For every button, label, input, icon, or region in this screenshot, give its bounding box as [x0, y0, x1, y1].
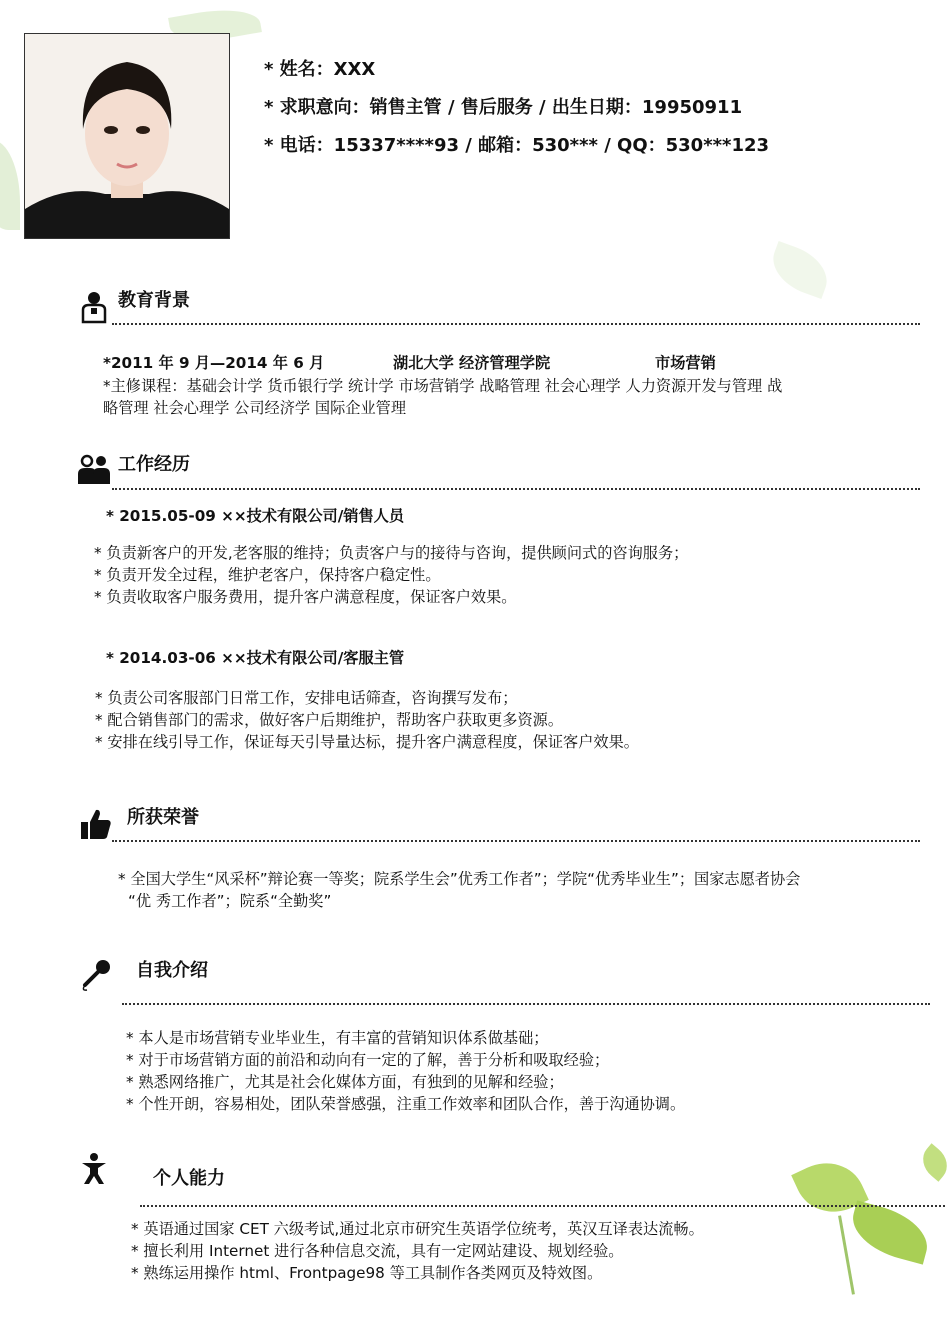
self-intro-item: * 对于市场营销方面的前沿和动向有一定的了解，善于分析和吸取经验； [126, 1051, 610, 1069]
leaf-decoration [0, 140, 20, 230]
education-major: 市场营销 [655, 354, 716, 372]
honors-line: * 全国大学生“风采杯”辩论赛一等奖；院系学生会”优秀工作者”；学院“优秀毕业生”；国家志愿者协会 [118, 870, 801, 888]
leaf-decoration [765, 241, 835, 299]
section-divider [122, 1003, 930, 1005]
job-duty: * 负责新客户的开发,老客服的维持；负责客户与的接待与咨询，提供顾问式的咨询服务； [94, 544, 689, 562]
job-duty: * 负责收取客户服务费用，提升客户满意程度，保证客户效果。 [94, 588, 517, 606]
section-title-abilities: 个人能力 [153, 1168, 225, 1189]
education-school: 湖北大学 经济管理学院 [393, 354, 551, 372]
section-divider [112, 840, 920, 842]
job-header: * 2015.05-09 ××技术有限公司/销售人员 [106, 507, 405, 525]
microphone-icon [79, 958, 113, 992]
section-title-education: 教育背景 [118, 290, 190, 311]
self-intro-item: * 熟悉网络推广，尤其是社会化媒体方面，有独到的见解和经验； [126, 1073, 564, 1091]
leaf-stem [838, 1215, 855, 1294]
ability-item: * 擅长利用 Internet 进行各种信息交流，具有一定网站建设、规划经验。 [131, 1242, 624, 1260]
thumbs-up-icon [79, 807, 113, 841]
section-divider [112, 488, 920, 490]
person-icon [80, 290, 114, 324]
leaf-decoration [846, 1200, 935, 1264]
section-title-self-intro: 自我介绍 [136, 960, 208, 981]
self-intro-item: * 个性开朗，容易相处，团队荣誉感强，注重工作效率和团队合作，善于沟通协调。 [126, 1095, 686, 1113]
job-duty: * 安排在线引导工作，保证每天引导量达标，提升客户满意程度，保证客户效果。 [95, 733, 639, 751]
honors-line: “优 秀工作者”；院系“全勤奖” [128, 892, 332, 910]
profile-photo [24, 33, 230, 239]
section-title-work: 工作经历 [118, 454, 190, 475]
ability-item: * 熟练运用操作 html、Frontpage98 等工具制作各类网页及特效图。 [131, 1264, 603, 1282]
job-duty: * 配合销售部门的需求，做好客户后期维护，帮助客户获取更多资源。 [95, 711, 564, 729]
job-duty: * 负责开发全过程，维护老客户，保持客户稳定性。 [94, 566, 441, 584]
job-duty: * 负责公司客服部门日常工作，安排电话筛查，咨询撰写发布； [95, 689, 518, 707]
section-divider [112, 323, 920, 325]
education-courses-line: *主修课程：基础会计学 货币银行学 统计学 市场营销学 战略管理 社会心理学 人力资源开发与管理 战 [103, 377, 783, 395]
education-period: *2011 年 9 月—2014 年 6 月 [103, 354, 325, 372]
self-intro-item: * 本人是市场营销专业毕业生，有丰富的营销知识体系做基础； [126, 1029, 549, 1047]
intent-line: * 求职意向：销售主管 / 售后服务 / 出生日期：19950911 [264, 97, 743, 118]
section-divider [140, 1205, 945, 1207]
education-courses-line: 略管理 社会心理学 公司经济学 国际企业管理 [103, 399, 407, 417]
name-line: * 姓名：XXX [264, 59, 376, 80]
person-figure-icon [79, 1152, 113, 1186]
team-icon [77, 452, 111, 486]
job-header: * 2014.03-06 ××技术有限公司/客服主管 [106, 649, 405, 667]
contact-line: * 电话：15337****93 / 邮箱：530*** / QQ：530***123 [264, 135, 770, 156]
leaf-decoration [915, 1143, 950, 1181]
ability-item: * 英语通过国家 CET 六级考试,通过北京市研究生英语学位统考，英汉互译表达流畅。 [131, 1220, 704, 1238]
section-title-honors: 所获荣誉 [127, 807, 199, 828]
